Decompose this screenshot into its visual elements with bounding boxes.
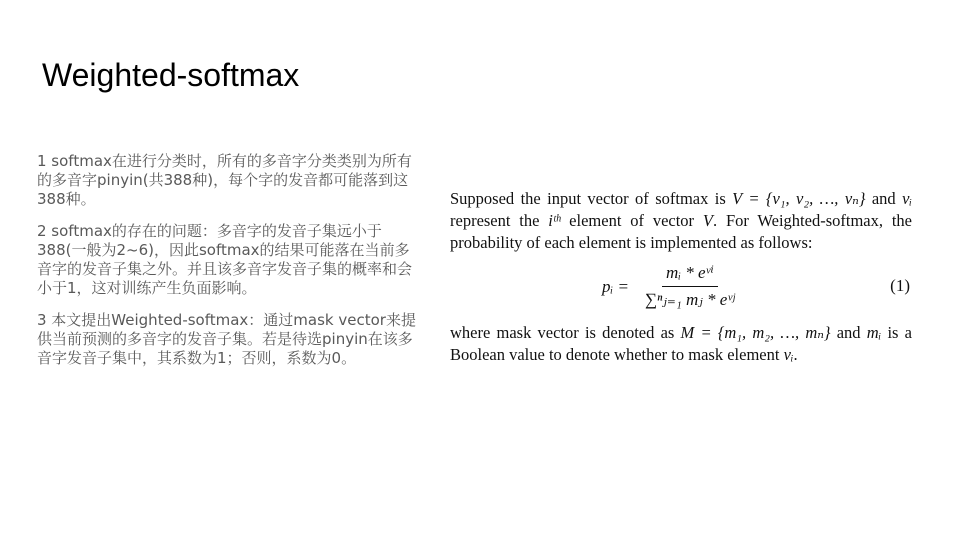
equation-1: [450, 260, 912, 318]
excerpt-text: is a Boolean value to denote whether to mask element: [450, 323, 912, 364]
math-vi: vᵢ: [783, 345, 794, 364]
excerpt-text: Supposed the input vector of softmax is: [450, 189, 733, 208]
excerpt-paragraph-2: [450, 322, 912, 366]
body-paragraph-1: 1 softmax在进行分类时，所有的多音字分类类别为所有的多音字pinyin(共388种)，每个字的发音都可能落到这388种。: [37, 152, 412, 208]
excerpt-text: and: [865, 189, 903, 208]
math-M: M = {m₁, m₂, …, mₙ}: [680, 323, 831, 342]
excerpt-text: where mask vector is denoted as: [450, 323, 681, 342]
excerpt-text: represent the: [450, 211, 549, 230]
math-ith: iᵗʰ: [548, 211, 561, 230]
math-V: V: [702, 211, 713, 230]
formula-denominator: ∑ⁿⱼ₌₁ mⱼ * eᵛʲ: [644, 290, 735, 309]
excerpt-text: element of vector: [560, 211, 703, 230]
formula-numerator: mᵢ * eᵛⁱ: [662, 262, 718, 287]
slide-title: Weighted-softmax: [42, 57, 300, 93]
excerpt-text: . For Weighted-softmax, the probability of each element is implemented as follows:: [450, 211, 912, 252]
body-text: [37, 152, 422, 381]
formula-lhs: pᵢ =: [602, 276, 629, 296]
excerpt-paragraph-1: [450, 188, 912, 254]
math-mi: mᵢ: [866, 323, 882, 342]
excerpt-text: .: [793, 345, 798, 364]
equation-number: (1): [890, 276, 910, 295]
math-vector-v: V = {v₁, v₂, …, vₙ}: [732, 189, 866, 208]
math-vi: vᵢ: [902, 189, 912, 208]
body-paragraph-3: 3 本文提出Weighted-softmax：通过mask vector来提供当前预测的多音字的发音子集。若是待选pinyin在该多音字发音子集中，其系数为1；否则，系数为0。: [37, 311, 416, 367]
paper-excerpt-image: [450, 188, 912, 366]
formula-fraction: [641, 262, 739, 311]
excerpt-text: and: [830, 323, 867, 342]
body-paragraph-2: 2 softmax的存在的问题：多音字的发音子集远小于388(一般为2~6)，因此softmax的结果可能落在当前多音字的发音子集之外。并且该多音字发音子集的概率和会小于1，这对训练产生负面影响。: [37, 222, 413, 297]
formula: [602, 262, 739, 311]
